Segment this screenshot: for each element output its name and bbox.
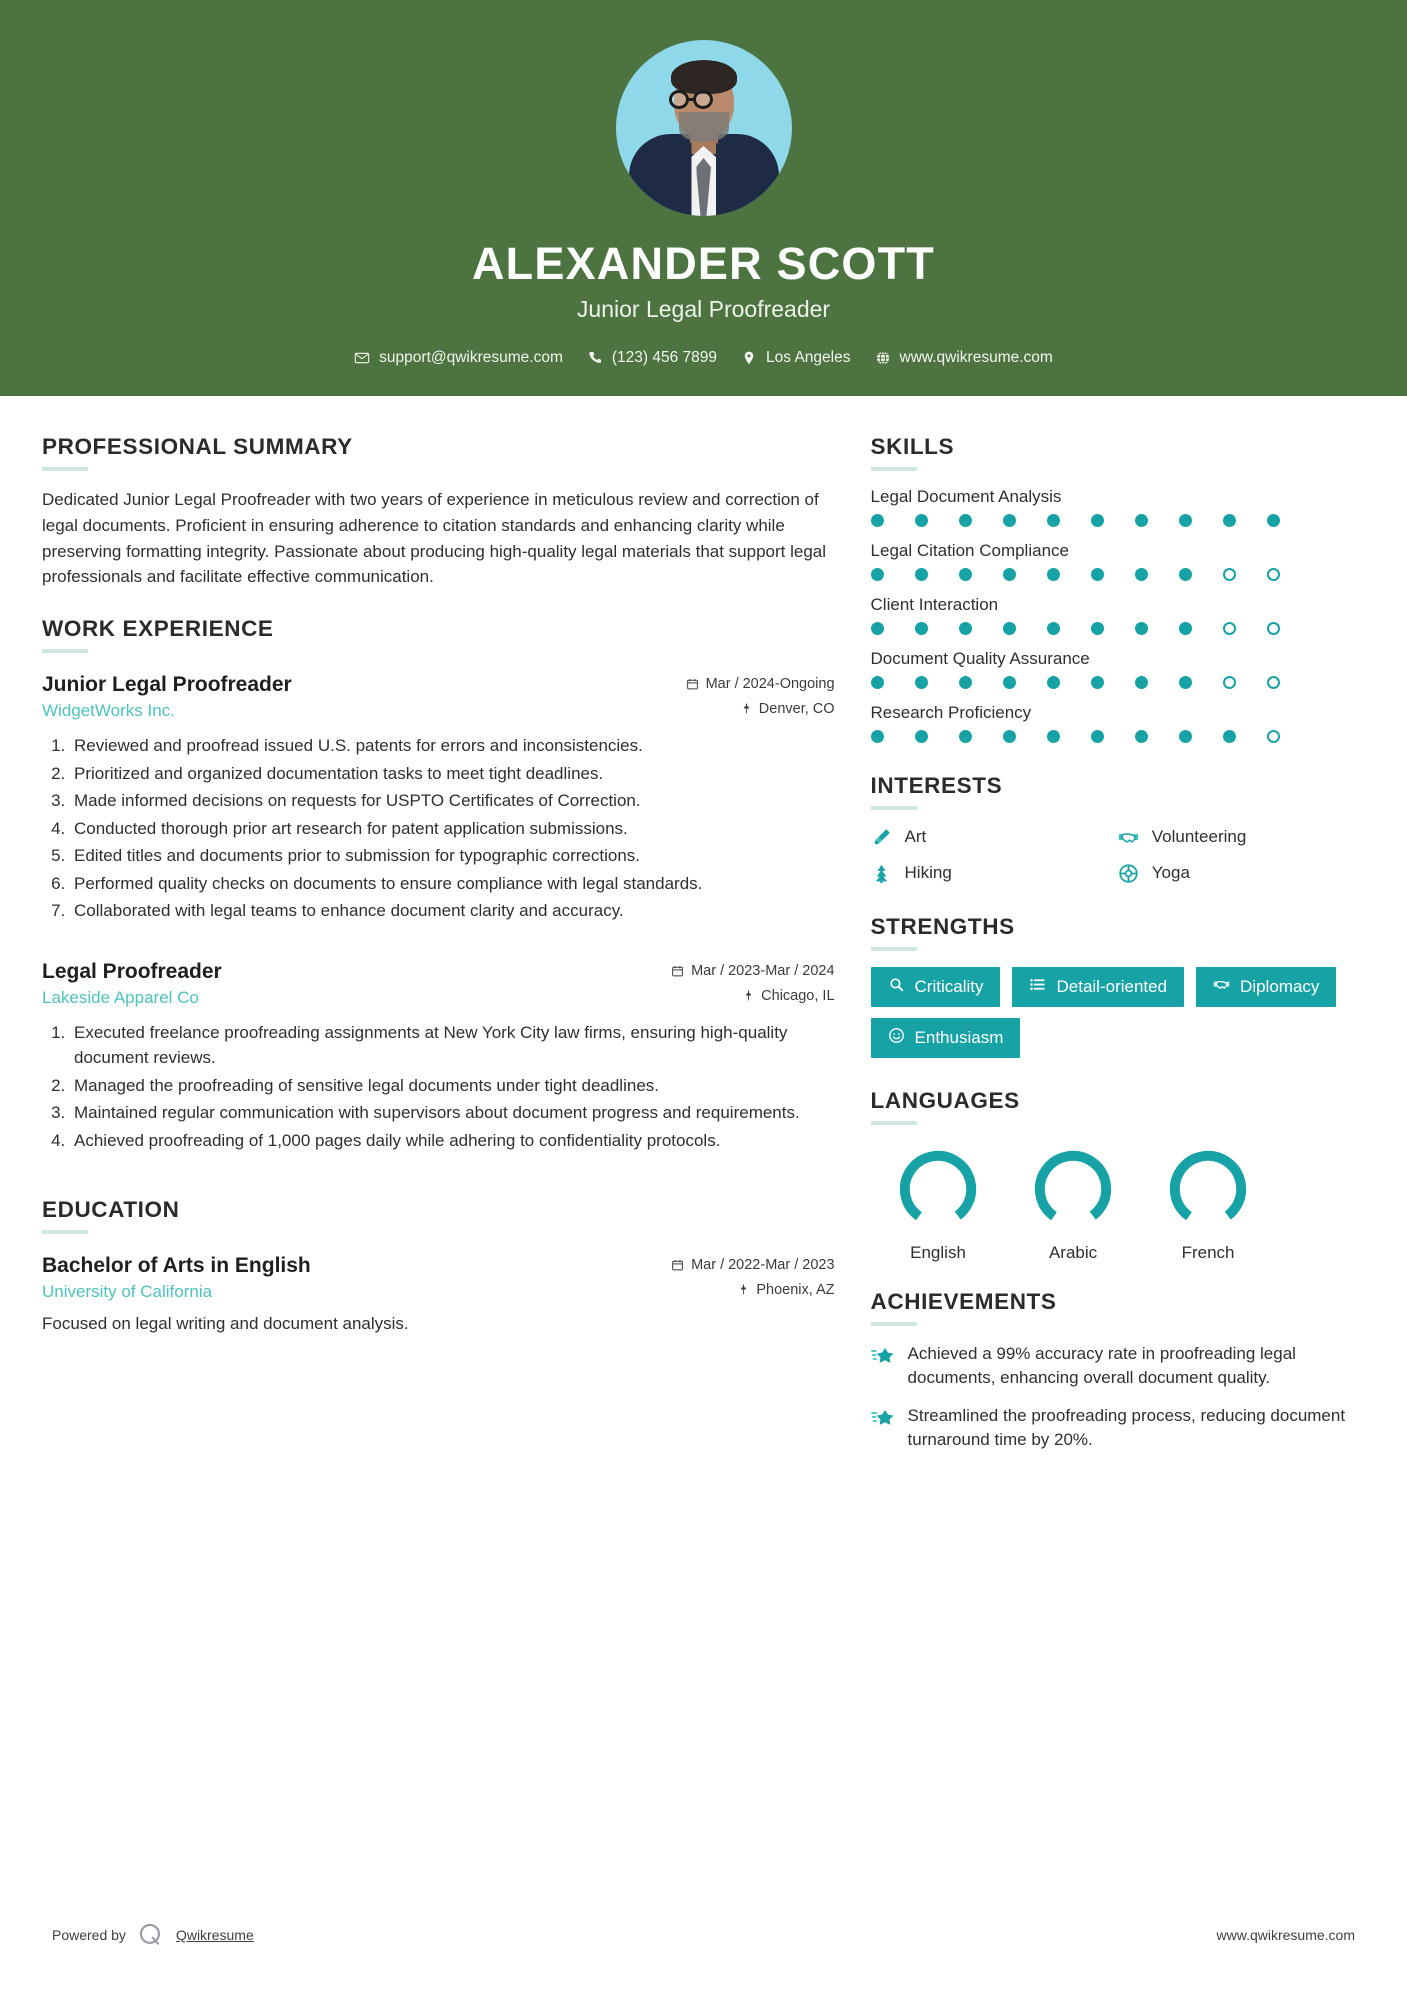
handshake-icon — [1213, 976, 1230, 998]
skill-dot-filled — [871, 514, 884, 527]
achievement-text: Streamlined the proofreading process, reducing document turnaround time by 20%. — [907, 1406, 1346, 1450]
languages-list — [871, 1141, 1365, 1263]
interests-grid — [871, 826, 1365, 884]
language-item — [1141, 1141, 1276, 1263]
powered-by-label: Powered by — [52, 1927, 126, 1943]
list-item: 2. Managed the proofreading of sensitive legal documents under tight deadlines. — [70, 1073, 835, 1099]
work-entry-role: Legal Proofreader — [42, 959, 222, 983]
phone-icon — [587, 350, 603, 366]
skill-dot-filled — [1003, 730, 1016, 743]
handshake-icon — [1118, 826, 1140, 848]
work-entry-location-value: Denver, CO — [758, 701, 835, 718]
skill-name: Client Interaction — [870, 595, 999, 614]
skill-dot-filled — [1003, 676, 1016, 689]
skill-dot-filled — [871, 622, 884, 635]
skill-dot-empty — [1267, 676, 1280, 689]
section-heading: PROFESSIONAL SUMMARY — [42, 434, 353, 459]
work-entry-date — [686, 676, 835, 692]
skill-dot-filled — [1091, 730, 1104, 743]
skill-dot-filled — [1135, 676, 1148, 689]
page-title: ALEXANDER SCOTT — [471, 238, 935, 289]
list-item: 3. Made informed decisions on requests for USPTO Certificates of Correction. — [70, 788, 835, 814]
paintbrush-icon — [871, 826, 893, 848]
skill-dot-filled — [1223, 514, 1236, 527]
skill-dot-filled — [1003, 622, 1016, 635]
section-professional-summary — [42, 434, 835, 590]
section-heading: ACHIEVEMENTS — [870, 1289, 1057, 1314]
skill-dot-filled — [959, 730, 972, 743]
skill-dot-filled — [1223, 730, 1236, 743]
language-label: French — [1181, 1243, 1235, 1262]
skill-dot-filled — [959, 514, 972, 527]
calendar-icon — [671, 1258, 684, 1272]
section-divider — [871, 1322, 917, 1326]
education-entry — [42, 1254, 835, 1337]
interest-label: Hiking — [904, 863, 952, 882]
work-entry — [42, 960, 835, 1154]
work-entry-location — [742, 988, 834, 1004]
contact-row — [354, 349, 1053, 367]
skill-dot-filled — [871, 568, 884, 581]
skill-dot-filled — [1179, 730, 1192, 743]
skill-dot-filled — [1091, 568, 1104, 581]
contact-location-value: Los Angeles — [766, 349, 851, 366]
skill-dot-filled — [1003, 514, 1016, 527]
section-heading: SKILLS — [870, 434, 955, 459]
skill-name: Legal Document Analysis — [870, 487, 1062, 506]
work-entry-bullets — [42, 1020, 835, 1154]
contact-phone[interactable] — [587, 349, 717, 367]
skill-dot-empty — [1267, 568, 1280, 581]
skill-dot-empty — [1267, 730, 1280, 743]
skill-row — [871, 541, 1365, 581]
achievement-item — [871, 1342, 1365, 1390]
work-entry-date-value: Mar / 2024-Ongoing — [705, 676, 835, 693]
education-entry-head — [42, 1254, 835, 1278]
footer-website[interactable]: www.qwikresume.com — [1216, 1927, 1355, 1943]
skill-dot-filled — [915, 568, 928, 581]
shooting-star-icon — [871, 1345, 895, 1369]
list-item: 1. Reviewed and proofread issued U.S. patents for errors and inconsistencies. — [70, 733, 835, 759]
calendar-icon — [671, 964, 684, 978]
lotus-icon — [1118, 862, 1140, 884]
skill-dot-filled — [1003, 568, 1016, 581]
section-work-experience — [42, 616, 835, 1153]
skill-dot-filled — [915, 514, 928, 527]
map-pin-icon — [737, 1283, 750, 1297]
skill-dot-filled — [1047, 730, 1060, 743]
skill-name: Document Quality Assurance — [870, 649, 1090, 668]
shooting-star-icon — [871, 1407, 895, 1431]
strength-label: Diplomacy — [1240, 977, 1320, 996]
skill-dot-filled — [1135, 514, 1148, 527]
contact-email-value: support@qwikresume.com — [379, 349, 563, 366]
interest-label: Yoga — [1151, 863, 1190, 882]
page-footer — [0, 1880, 1407, 1990]
strength-chip-enthusiasm[interactable] — [871, 1018, 1021, 1058]
skill-dot-filled — [1047, 568, 1060, 581]
education-location — [737, 1282, 834, 1298]
location-pin-icon — [741, 350, 757, 366]
portrait-illustration — [616, 40, 792, 216]
language-label: English — [910, 1243, 966, 1262]
education-entry-sub — [42, 1282, 835, 1302]
work-entry-location-value: Chicago, IL — [761, 987, 835, 1004]
section-divider — [42, 467, 88, 471]
section-divider — [42, 1230, 88, 1234]
skill-dot-filled — [1135, 730, 1148, 743]
map-pin-icon — [740, 702, 753, 716]
skill-dot-filled — [959, 622, 972, 635]
education-date — [671, 1257, 834, 1273]
work-entry-head — [42, 673, 835, 697]
skill-dot-filled — [1179, 514, 1192, 527]
right-column — [871, 434, 1365, 1479]
contact-website[interactable] — [875, 349, 1053, 367]
skill-dot-filled — [959, 676, 972, 689]
section-heading: WORK EXPERIENCE — [42, 616, 274, 642]
interest-item — [871, 826, 1118, 848]
work-entry-date-value: Mar / 2023-Mar / 2024 — [691, 962, 835, 979]
achievement-item — [871, 1404, 1365, 1452]
smiley-icon — [888, 1027, 905, 1049]
language-progress-ring — [1166, 1147, 1250, 1231]
skill-name: Research Proficiency — [870, 703, 1032, 722]
language-progress-ring — [896, 1147, 980, 1231]
section-skills — [871, 434, 1365, 743]
skill-rating — [871, 568, 1365, 581]
list-item: 4. Conducted thorough prior art research for patent application submissions. — [70, 816, 835, 842]
globe-icon — [875, 350, 891, 366]
section-divider — [871, 947, 917, 951]
list-item: 4. Achieved proofreading of 1,000 pages daily while adhering to confidentiality protocols. — [70, 1128, 835, 1154]
interest-label: Volunteering — [1151, 827, 1247, 846]
list-item: 5. Edited titles and documents prior to submission for typographic corrections. — [70, 843, 835, 869]
skill-dot-filled — [915, 676, 928, 689]
resume-body — [0, 396, 1407, 1479]
calendar-icon — [686, 677, 699, 691]
summary-text: Dedicated Junior Legal Proofreader with two years of experience in meticulous review and correction of legal documents. Proficient in ensuring adherence to citation standards and enhancing clarity while preserving formatting integrity. Passionate about producing high-quality legal materials that support legal professionals and facilitate effective communication. — [42, 490, 827, 587]
section-education — [42, 1197, 835, 1337]
skill-dot-filled — [871, 676, 884, 689]
skill-row — [871, 595, 1365, 635]
work-entry-head — [42, 960, 835, 984]
section-achievements — [871, 1289, 1365, 1453]
skill-dot-filled — [915, 622, 928, 635]
skill-dot-empty — [1223, 568, 1236, 581]
achievement-text: Achieved a 99% accuracy rate in proofreading legal documents, enhancing overall document quality. — [907, 1344, 1296, 1388]
avatar — [616, 40, 792, 216]
contact-location — [741, 349, 850, 367]
list-item: 7. Collaborated with legal teams to enhance document clarity and accuracy. — [70, 898, 835, 924]
skill-dot-filled — [1091, 676, 1104, 689]
left-column — [42, 434, 835, 1479]
work-entry-role: Junior Legal Proofreader — [42, 673, 292, 697]
education-date-value: Mar / 2022-Mar / 2023 — [691, 1257, 835, 1274]
skill-row — [871, 649, 1365, 689]
work-entry-organization: WidgetWorks Inc. — [42, 701, 175, 721]
skill-rating — [871, 676, 1365, 689]
education-organization: University of California — [42, 1282, 213, 1302]
work-entry-sub — [42, 988, 835, 1008]
skill-dot-filled — [1047, 514, 1060, 527]
skill-rating — [871, 730, 1365, 743]
work-entry — [42, 673, 835, 924]
strength-label: Criticality — [914, 977, 984, 996]
skill-row — [871, 703, 1365, 743]
language-item — [1006, 1141, 1141, 1263]
skill-dot-filled — [1179, 622, 1192, 635]
skill-dot-filled — [1179, 676, 1192, 689]
section-heading: INTERESTS — [870, 773, 1003, 798]
language-progress-ring — [1031, 1147, 1115, 1231]
contact-phone-value: (123) 456 7899 — [611, 349, 718, 366]
work-entry-location — [740, 701, 835, 717]
language-label: Arabic — [1048, 1243, 1098, 1262]
work-entry-bullets — [42, 733, 835, 924]
strength-chip-criticality[interactable] — [871, 967, 1001, 1007]
interest-label: Art — [904, 827, 927, 846]
list-item: 6. Performed quality checks on documents to ensure compliance with legal standards. — [70, 871, 835, 897]
strength-label: Enthusiasm — [914, 1028, 1004, 1047]
strength-chip-diplomacy[interactable] — [1196, 967, 1336, 1007]
section-languages — [871, 1088, 1365, 1263]
strength-chip-detail-oriented[interactable] — [1012, 967, 1184, 1007]
interest-item — [871, 862, 1118, 884]
pine-tree-icon — [871, 862, 893, 884]
section-divider — [42, 649, 88, 653]
interest-item — [1118, 826, 1365, 848]
list-item: 3. Maintained regular communication with supervisors about document progress and requirements. — [70, 1100, 835, 1126]
skill-dot-filled — [915, 730, 928, 743]
skill-dot-empty — [1267, 622, 1280, 635]
magnifier-icon — [888, 976, 905, 998]
skill-rating — [871, 514, 1365, 527]
skill-dot-filled — [1135, 622, 1148, 635]
work-entry-sub — [42, 701, 835, 721]
skill-dot-empty — [1223, 676, 1236, 689]
work-entry-date — [671, 963, 834, 979]
list-item: 2. Prioritized and organized documentation tasks to meet tight deadlines. — [70, 761, 835, 787]
skill-row — [871, 487, 1365, 527]
skill-dot-filled — [1047, 622, 1060, 635]
section-strengths — [871, 914, 1365, 1058]
footer-branding — [52, 1922, 254, 1948]
skills-list — [871, 487, 1365, 743]
skill-name: Legal Citation Compliance — [870, 541, 1069, 560]
contact-website-value: www.qwikresume.com — [899, 349, 1053, 366]
qwikresume-logo-icon — [138, 1922, 164, 1948]
section-divider — [871, 467, 917, 471]
list-item: 1. Executed freelance proofreading assignments at New York City law firms, ensuring high-quality document reviews. — [70, 1020, 835, 1071]
interest-item — [1118, 862, 1365, 884]
list-icon — [1029, 976, 1046, 998]
section-heading: STRENGTHS — [870, 914, 1015, 939]
strength-label: Detail-oriented — [1056, 977, 1168, 996]
section-heading: EDUCATION — [42, 1197, 180, 1223]
section-divider — [871, 1121, 917, 1125]
brand-link[interactable]: Qwikresume — [175, 1927, 254, 1943]
strengths-list — [871, 967, 1365, 1058]
skill-dot-filled — [1179, 568, 1192, 581]
education-degree: Bachelor of Arts in English — [42, 1254, 311, 1278]
skill-dot-filled — [1091, 622, 1104, 635]
skill-rating — [871, 622, 1365, 635]
skill-dot-filled — [1047, 676, 1060, 689]
language-item — [871, 1141, 1006, 1263]
skill-dot-filled — [1267, 514, 1280, 527]
job-title: Junior Legal Proofreader — [576, 296, 831, 322]
map-pin-icon — [742, 989, 755, 1003]
skill-dot-filled — [1135, 568, 1148, 581]
education-location-value: Phoenix, AZ — [756, 1282, 835, 1299]
section-divider — [871, 806, 917, 810]
skill-dot-filled — [1091, 514, 1104, 527]
skill-dot-empty — [1223, 622, 1236, 635]
section-heading: LANGUAGES — [870, 1088, 1020, 1113]
contact-email[interactable] — [354, 349, 563, 367]
skill-dot-filled — [871, 730, 884, 743]
skill-dot-filled — [959, 568, 972, 581]
section-interests — [871, 773, 1365, 884]
envelope-icon — [354, 350, 370, 366]
work-entry-organization: Lakeside Apparel Co — [42, 987, 199, 1007]
resume-header — [0, 0, 1407, 396]
education-note: Focused on legal writing and document analysis. — [42, 1314, 409, 1334]
